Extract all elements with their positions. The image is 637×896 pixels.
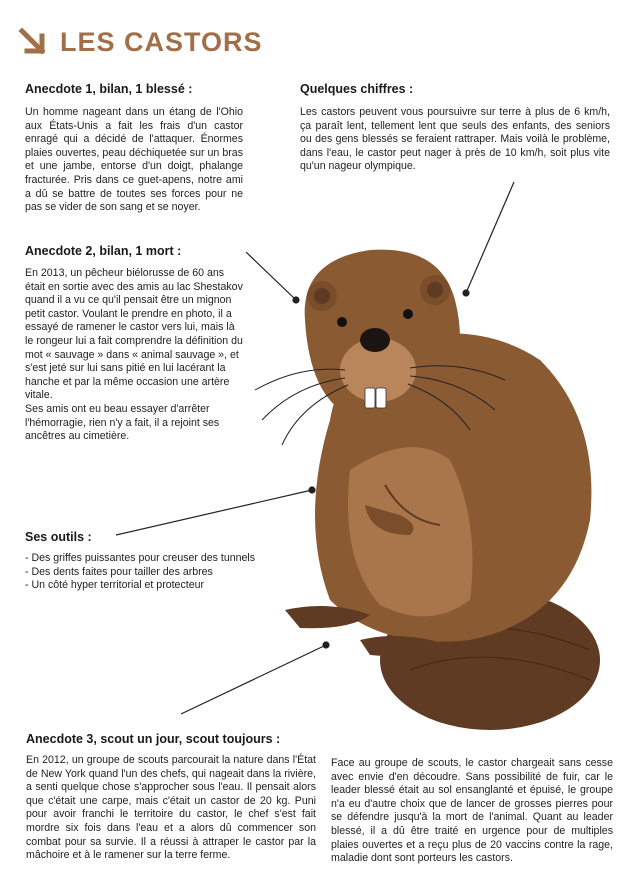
anecdote-3-text-left: En 2012, un groupe de scouts parcourait la nature dans l'État de New York quand l'un des chefs, qui nageait dans la rivière, a senti quelque chose s'approcher sous l'eau. Il pensait alors que c'était une carpe, mais c'était un castor de 20 kg. Puni pour avoir franchi le territoire du castor, le chef s'est fait mordre six fois dans l'eau et a alors dû commencer son combat pour sa survie. Il a réussi à attraper le castor par la mâchoire et à le ramener sur la terre ferme. bbox=[26, 754, 316, 862]
anecdote-3-title: Anecdote 3, scout un jour, scout toujours : bbox=[26, 732, 281, 746]
anecdote-3 bbox=[26, 732, 316, 863]
outils-title: Ses outils : bbox=[25, 530, 92, 544]
list-item: - Des griffes puissantes pour creuser des tunnels bbox=[25, 552, 305, 566]
page-title: LES CASTORS bbox=[60, 26, 263, 57]
anecdote-2-text-2: Ses amis ont eu beau essayer d'arrêter l'hémorragie, rien n'y a fait, il a rejoint ses ancêtres au cimetière. bbox=[25, 402, 220, 443]
anecdote-1-title: Anecdote 1, bilan, 1 blessé : bbox=[25, 82, 193, 96]
anecdote-2-title: Anecdote 2, bilan, 1 mort : bbox=[25, 244, 182, 258]
anecdote-3-text-right: Face au groupe de scouts, le castor chargeait sans cesse avec envie d'en découdre. Sans possibilité de fuir, car le leader blessé était au sol ensanglanté et épuisé, le groupe n'a eu d'autre choix que de lancer de grosses pierres pour se défendre jusqu'à la mort de l'animal. Quant au leader blessé, il a dû être traité en urgence pour de multiples plaies ouvertes et a reçu plus de 20 vaccins contre la rage, maladie dont sont porteurs les castors. bbox=[331, 757, 613, 865]
chiffres-title: Quelques chiffres : bbox=[300, 82, 414, 96]
chiffres-text: Les castors peuvent vous poursuivre sur terre à plus de 6 km/h, ça paraît lent, tellement lent que seuls des enfants, des seniors ou des gens blessés se feraient rattraper. Mais voilà le problème, dans l'eau, le castor peut nager à près de 10 km/h, soit plus vite qu'un nageur olympique. bbox=[300, 106, 610, 173]
list-item: - Des dents faites pour tailler des arbres bbox=[25, 566, 305, 580]
anecdote-1-text: Un homme nageant dans un étang de l'Ohio aux États-Unis a fait les frais d'un castor enragé qui a décidé de l'attaquer. Énormes plaies ouvertes, peau déchiquetée sur un bras et une jambe, entorse d'un doigt, phalange fracturée. Pris dans ce guet-apens, notre ami a dû se battre de toutes ses forces pour ne pas se vider de son sang et se noyer. bbox=[25, 106, 243, 214]
list-item: - Un côté hyper territorial et protecteur bbox=[25, 579, 305, 593]
anecdote-3-col2 bbox=[331, 757, 613, 866]
anecdote-2-text: En 2013, un pêcheur biélorusse de 60 ans était en sortie avec des amis au lac Shestakov quand il a vu ce qu'il pensait être un mignon petit castor. Voulant le prendre en photo, il a essayé de ramener le castor vers lui, mais là le rongeur lui a fait comprendre la définition du mot « sauvage » dans « animal sauvage », et s'est jeté sur lui sans pitié en lui lacérant la hanche et par la même occasion une artère vitale. bbox=[25, 267, 243, 402]
